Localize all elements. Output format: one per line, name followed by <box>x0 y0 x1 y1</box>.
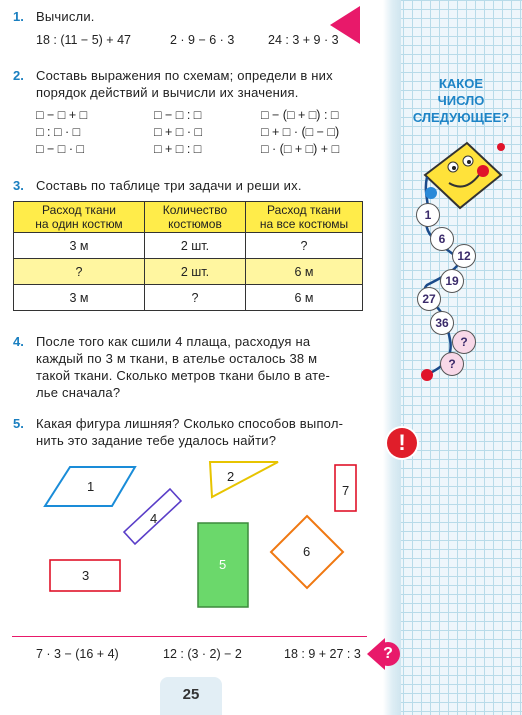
bottom-expr-1: 7 · 3 − (16 + 4) <box>36 647 119 661</box>
task-3-text: Составь по таблице три задачи и реши их. <box>36 178 302 193</box>
kite-body <box>425 143 501 208</box>
table-header-cell: Количество костюмов <box>145 202 246 233</box>
scheme-3-3: □ · (□ + □) + □ <box>261 142 340 156</box>
kite-nose <box>477 165 489 177</box>
table-cell: 6 м <box>246 259 363 285</box>
figure-label-6: 6 <box>303 544 311 559</box>
table-cell: 2 шт. <box>145 233 246 259</box>
kite-bow <box>421 369 433 381</box>
task-4-line-3: такой ткани. Сколько метров ткани было в ате- <box>36 368 331 383</box>
figure-label-2: 2 <box>227 469 235 484</box>
scheme-1-2: □ − □ : □ <box>154 108 202 122</box>
figure-label-3: 3 <box>82 568 90 583</box>
scheme-3-2: □ + □ : □ <box>154 142 202 156</box>
task-1-expr-1: 18 : (11 − 5) + 47 <box>36 33 131 47</box>
task-4-line-2: каждый по 3 м ткани, в ателье осталось 38 м <box>36 351 318 366</box>
figure-label-4: 4 <box>150 511 158 526</box>
task-2-line-1: Составь выражения по схемам; определи в них <box>36 68 333 83</box>
sequence-item: ? <box>452 330 476 354</box>
scheme-2-3: □ + □ · (□ − □) <box>261 125 340 139</box>
task-4-line-4: лье сначала? <box>36 385 121 400</box>
task-5-line-2: нить это задание тебе удалось найти? <box>36 433 277 448</box>
sequence-item: 12 <box>452 244 476 268</box>
table-cell: 6 м <box>246 285 363 311</box>
pink-flag-icon <box>330 6 360 44</box>
table-cell: ? <box>14 259 145 285</box>
figure-2-triangle <box>210 462 278 497</box>
table-cell: 3 м <box>14 285 145 311</box>
kite-bow <box>425 187 437 199</box>
question-icon: ? <box>376 642 400 666</box>
bottom-divider <box>12 636 367 637</box>
task-2-line-2: порядок действий и вычисли их значения. <box>36 85 299 100</box>
page-number: 25 <box>160 677 222 715</box>
table-cell: 2 шт. <box>145 259 246 285</box>
task-3-table <box>13 201 363 311</box>
sequence-item: 36 <box>430 311 454 335</box>
sequence-item: 1 <box>416 203 440 227</box>
task-1-text: Вычисли. <box>36 9 95 24</box>
table-row <box>14 285 363 311</box>
scheme-2-2: □ + □ · □ <box>154 125 203 139</box>
figures-drawing <box>0 455 380 635</box>
task-1-expr-3: 24 : 3 + 9 · 3 <box>268 33 339 47</box>
figure-label-5: 5 <box>219 557 227 572</box>
table-header-cell: Расход ткани на один костюм <box>14 202 145 233</box>
sequence-item: 19 <box>440 269 464 293</box>
table-header-row <box>14 202 363 233</box>
task-2-number: 2. <box>13 68 24 83</box>
table-cell: 3 м <box>14 233 145 259</box>
task-4-line-1: После того как сшили 4 плаща, расходуя на <box>36 334 311 349</box>
page-gutter <box>383 0 401 715</box>
task-4-number: 4. <box>13 334 24 349</box>
sequence-item: 27 <box>417 287 441 311</box>
task-1-number: 1. <box>13 9 24 24</box>
sequence-item: ? <box>440 352 464 376</box>
scheme-2-1: □ : □ · □ <box>36 125 81 139</box>
table-header-cell: Расход ткани на все костюмы <box>246 202 363 233</box>
table-cell: ? <box>145 285 246 311</box>
bottom-expr-3: 18 : 9 + 27 : 3 <box>284 647 361 661</box>
scheme-3-1: □ − □ · □ <box>36 142 85 156</box>
exclamation-icon: ! <box>387 428 417 458</box>
figure-label-1: 1 <box>87 479 95 494</box>
scheme-1-1: □ − □ + □ <box>36 108 88 122</box>
bottom-expr-2: 12 : (3 · 2) − 2 <box>163 647 242 661</box>
task-5-number: 5. <box>13 416 24 431</box>
kite-bow <box>497 143 505 151</box>
sequence-item: 6 <box>430 227 454 251</box>
task-5-line-1: Какая фигура лишняя? Сколько способов выпол- <box>36 416 344 431</box>
table-row <box>14 233 363 259</box>
table-cell: ? <box>246 233 363 259</box>
table-row <box>14 259 363 285</box>
task-1-expr-2: 2 · 9 − 6 · 3 <box>170 33 235 47</box>
task-3-number: 3. <box>13 178 24 193</box>
riddle-title: КАКОЕ ЧИСЛО СЛЕДУЮЩЕЕ? <box>412 76 510 125</box>
figure-label-7: 7 <box>342 483 350 498</box>
scheme-1-3: □ − (□ + □) : □ <box>261 108 339 122</box>
